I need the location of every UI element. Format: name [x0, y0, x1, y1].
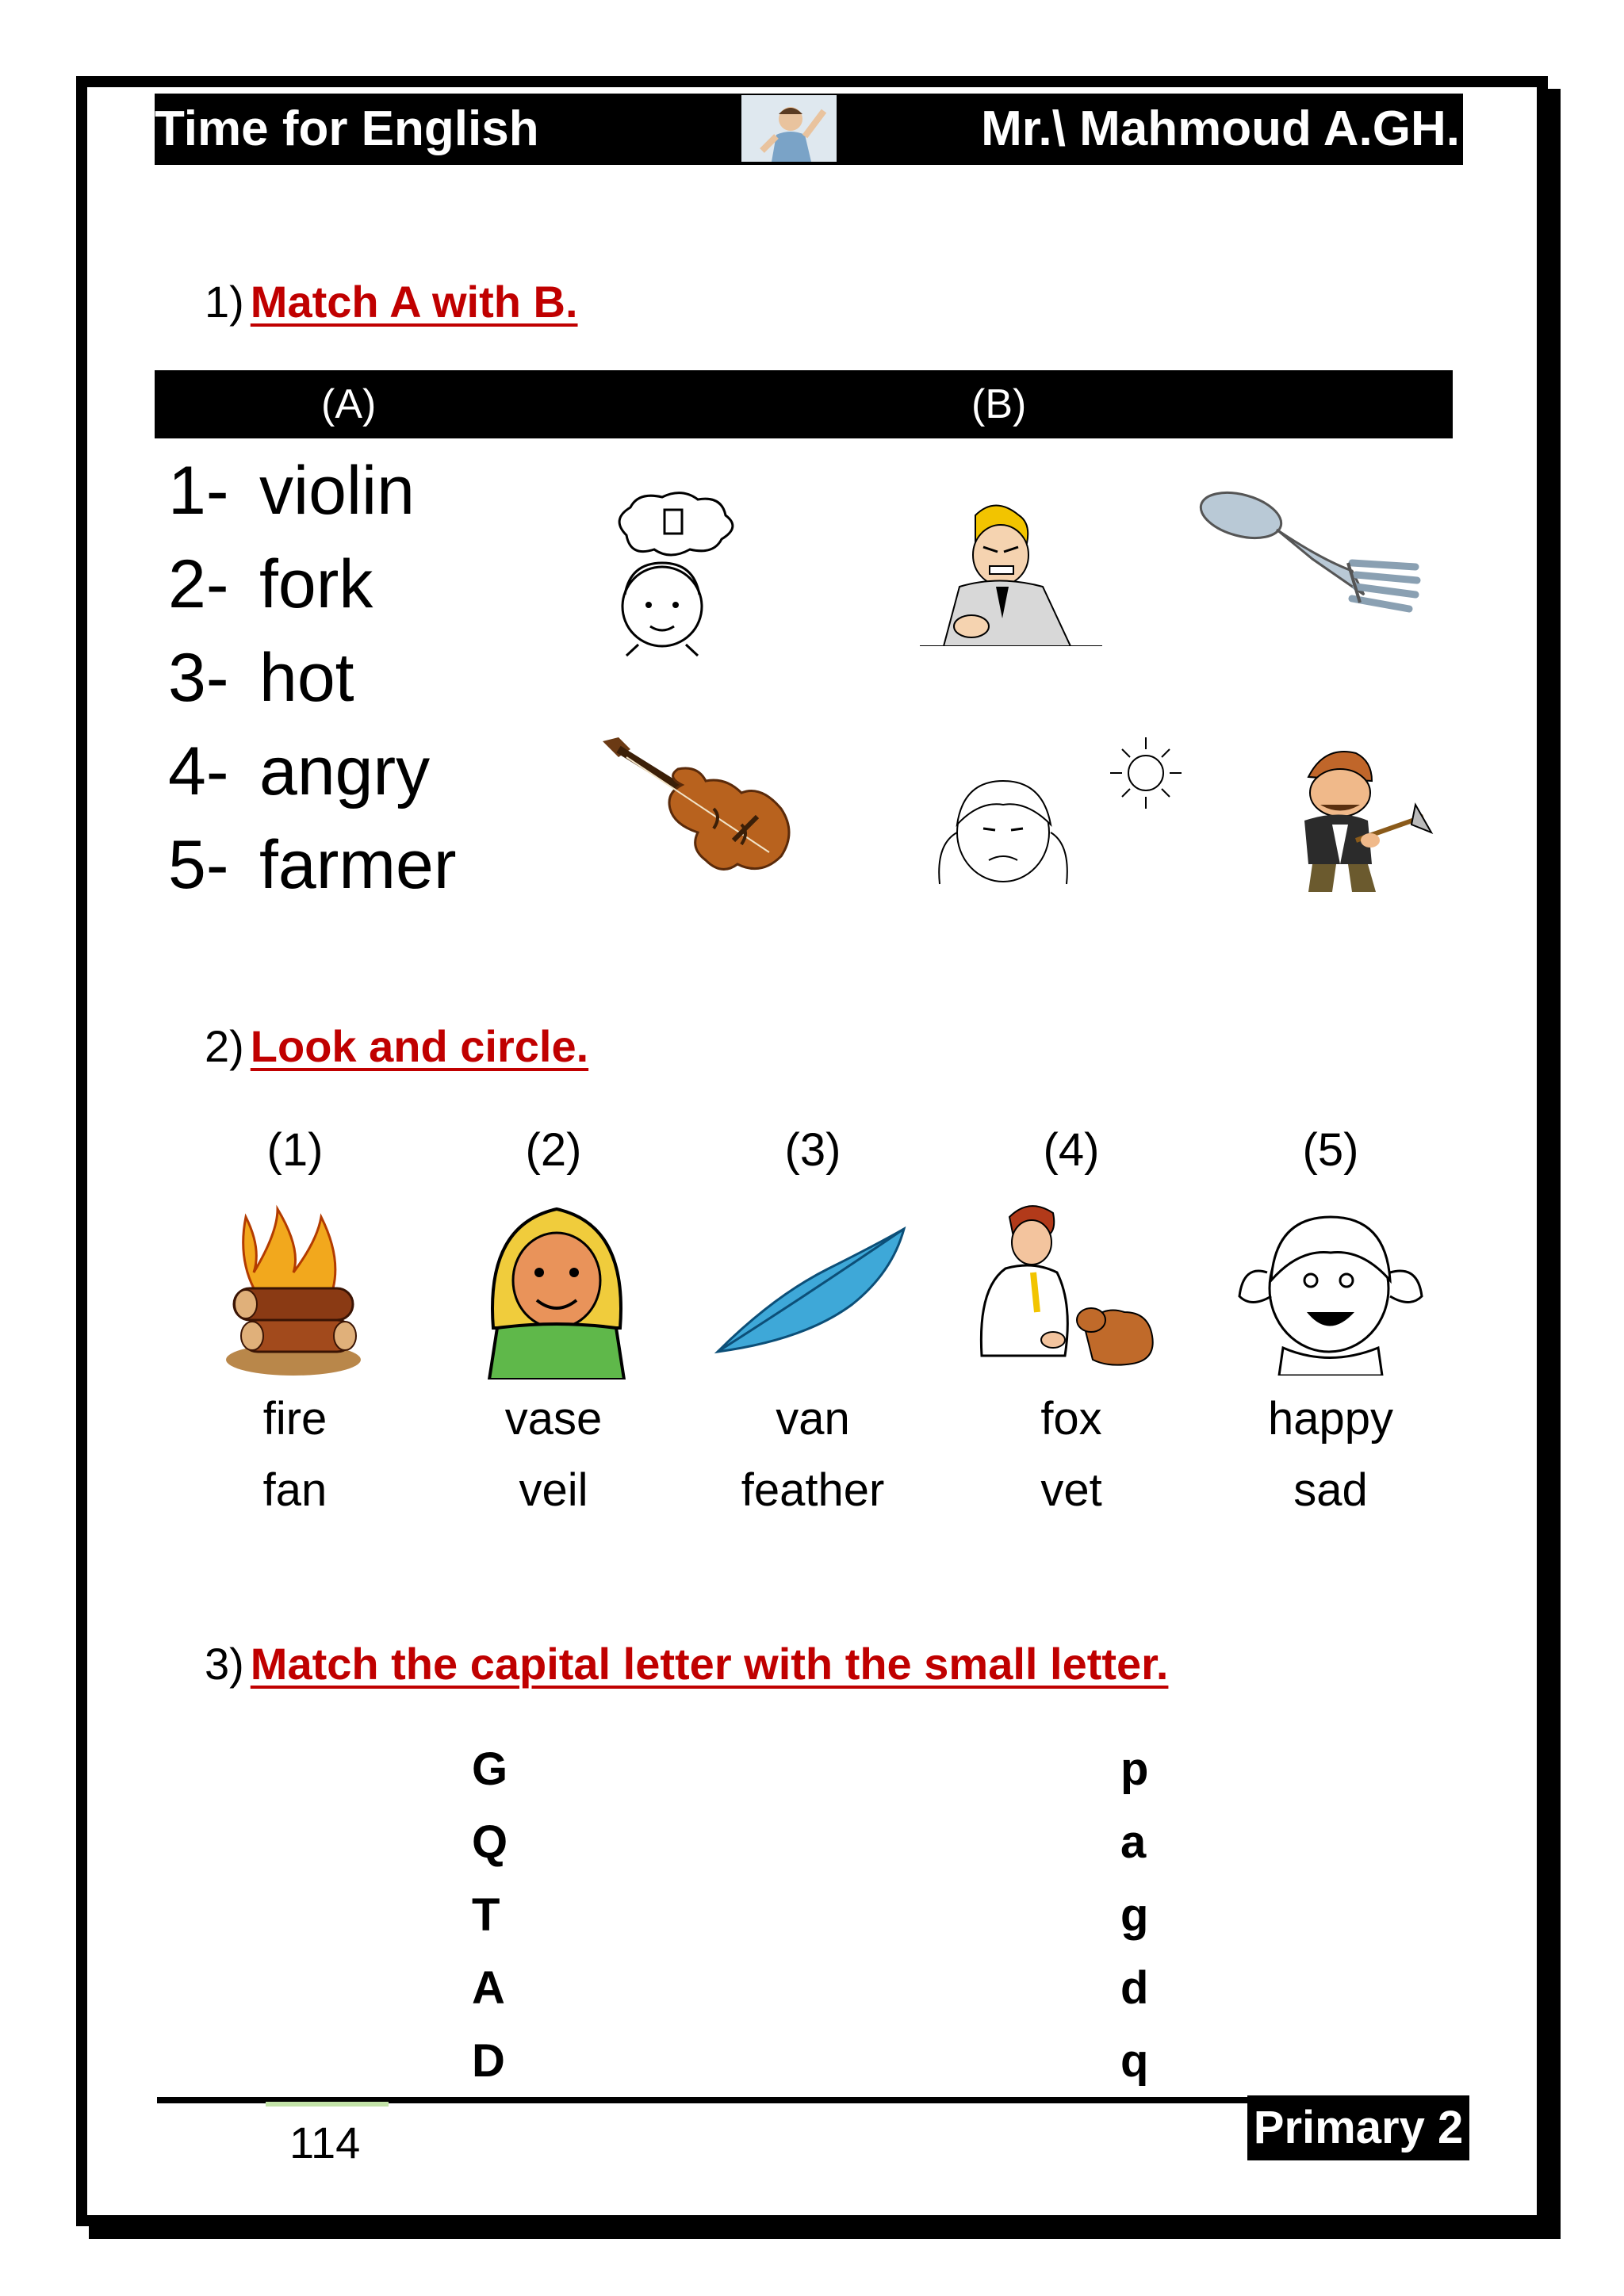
- section3-title: Match the capital letter with the small letter.: [250, 1639, 1169, 1689]
- circle-item-5: [1243, 1122, 1418, 1179]
- section1-title: Match A with B.: [250, 277, 578, 327]
- hot-girl-sun-icon: [932, 725, 1201, 900]
- word-option[interactable]: fan: [262, 1464, 327, 1516]
- fire-icon: [214, 1201, 373, 1376]
- item-number: (2): [525, 1124, 582, 1176]
- small-letter[interactable]: p: [1120, 1743, 1149, 1795]
- boy-photo-icon: [741, 95, 837, 162]
- small-letters: [1120, 1733, 1148, 2098]
- item-number: (3): [784, 1124, 841, 1176]
- list-item: 5- farmer: [168, 827, 457, 903]
- word-option[interactable]: fire: [262, 1393, 327, 1445]
- column-b-label: (B): [971, 381, 1027, 427]
- header-title: Time for English: [155, 101, 539, 156]
- section1-heading: [205, 274, 578, 330]
- list-item: 3- hot: [168, 640, 354, 716]
- word-option[interactable]: feather: [741, 1464, 885, 1516]
- list-item: 1- violin: [168, 453, 415, 529]
- word-options-1: [208, 1383, 382, 1526]
- footer-accent: [266, 2102, 389, 2107]
- item-number: (4): [1043, 1124, 1100, 1176]
- thinking-boy-icon: [595, 488, 753, 658]
- word-option[interactable]: vet: [1040, 1464, 1102, 1516]
- fork-icon: [1193, 484, 1423, 634]
- capital-letters: [472, 1733, 508, 2098]
- small-letter[interactable]: q: [1120, 2035, 1149, 2087]
- section2-title: Look and circle.: [250, 1021, 589, 1071]
- small-letter[interactable]: d: [1120, 1962, 1149, 2014]
- happy-girl-icon: [1228, 1201, 1434, 1376]
- circle-item-4: [984, 1122, 1159, 1179]
- angry-man-icon: [920, 499, 1102, 646]
- column-a-label: (A): [321, 381, 377, 427]
- list-item: 4- angry: [168, 733, 431, 809]
- table-header-bar: [155, 370, 1453, 438]
- circle-item-3: [726, 1122, 900, 1179]
- list-item: 2- fork: [168, 546, 373, 622]
- list-a: [168, 444, 456, 912]
- girl-veil-icon: [477, 1193, 636, 1380]
- vet-icon: [966, 1201, 1164, 1372]
- word-options-5: [1243, 1383, 1418, 1526]
- section2-number: 2): [205, 1021, 244, 1071]
- word-option[interactable]: happy: [1267, 1393, 1394, 1445]
- word-option[interactable]: fox: [1040, 1393, 1102, 1445]
- item-number: (5): [1302, 1124, 1359, 1176]
- farmer-icon: [1277, 745, 1435, 900]
- item-number: (1): [266, 1124, 324, 1176]
- section3-heading: [205, 1636, 1168, 1692]
- capital-letter[interactable]: Q: [472, 1816, 508, 1868]
- header-bar: [155, 94, 1463, 165]
- section3-number: 3): [205, 1639, 244, 1689]
- small-letter[interactable]: g: [1120, 1889, 1149, 1941]
- section1-number: 1): [205, 277, 244, 327]
- word-options-3: [726, 1383, 900, 1526]
- capital-letter[interactable]: T: [472, 1889, 500, 1941]
- circle-item-2: [466, 1122, 641, 1179]
- word-option[interactable]: vase: [504, 1393, 603, 1445]
- word-options-2: [466, 1383, 641, 1526]
- grade-badge: Primary 2: [1247, 2095, 1469, 2160]
- word-options-4: [984, 1383, 1159, 1526]
- word-option[interactable]: veil: [519, 1464, 588, 1516]
- section2-heading: [205, 1019, 588, 1074]
- circle-item-1: [208, 1122, 382, 1179]
- capital-letter[interactable]: D: [472, 2035, 505, 2087]
- capital-letter[interactable]: G: [472, 1743, 508, 1795]
- header-author: Mr.\ Mahmoud A.GH.: [981, 101, 1460, 156]
- feather-icon: [710, 1225, 908, 1360]
- capital-letter[interactable]: A: [472, 1962, 505, 2014]
- word-option[interactable]: van: [776, 1393, 850, 1445]
- word-option[interactable]: sad: [1293, 1464, 1368, 1516]
- small-letter[interactable]: a: [1120, 1816, 1147, 1868]
- violin-icon: [595, 729, 801, 876]
- page-number: 114: [289, 2118, 361, 2168]
